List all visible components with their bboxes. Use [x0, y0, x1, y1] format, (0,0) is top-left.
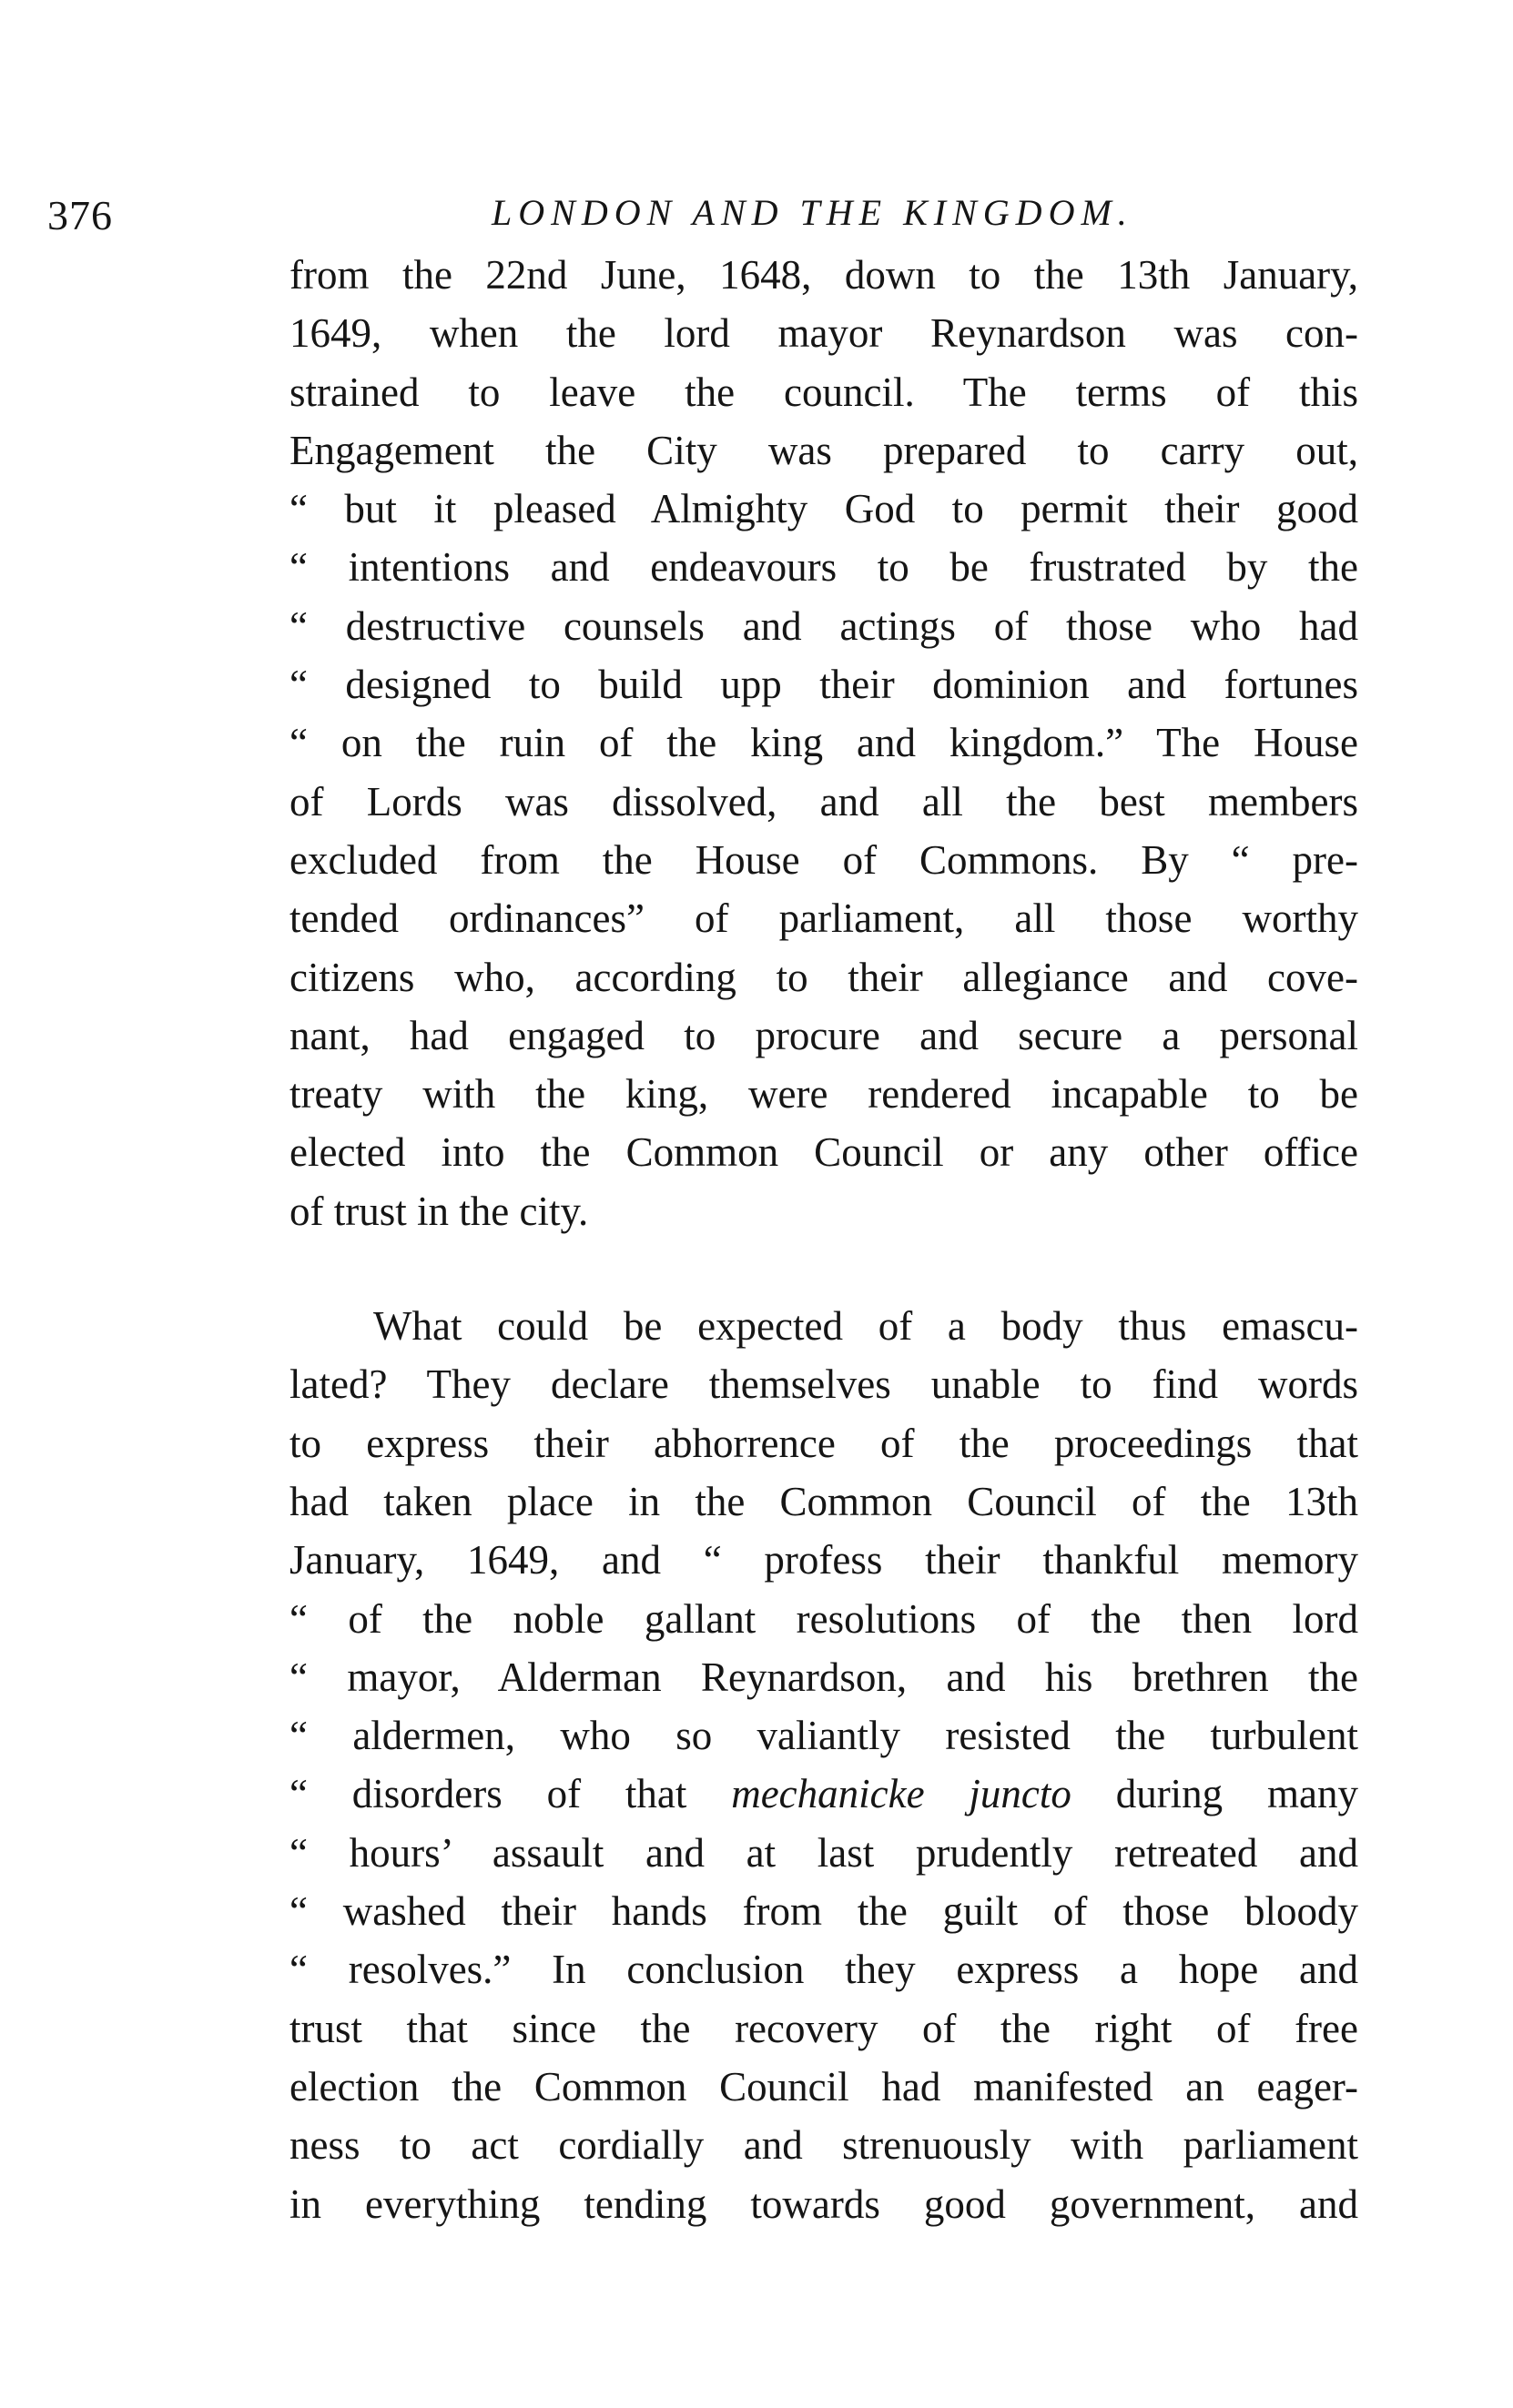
text-line: excluded from the House of Commons. By “ pre-	[289, 836, 1358, 883]
running-head: LONDON AND THE KINGDOM.	[492, 192, 1133, 233]
text-line: in everything tending towards good government, and	[289, 2180, 1358, 2227]
text-line: January, 1649, and “ profess their thankful memory	[289, 1537, 1358, 1583]
page-number: 376	[47, 192, 113, 238]
paragraph-2	[289, 1297, 1358, 2233]
text-line: to express their abhorrence of the proceedings that	[289, 1420, 1358, 1466]
text-line: tended ordinances” of parliament, all those worthy	[289, 895, 1358, 942]
text-line: 1649, when the lord mayor Reynardson was con-	[289, 310, 1358, 357]
text-line: election the Common Council had manifested an eager-	[289, 2063, 1358, 2110]
text-line: of trust in the city.	[289, 1188, 589, 1234]
text-line: ness to act cordially and strenuously with parliament	[289, 2122, 1358, 2169]
text-line: “ washed their hands from the guilt of those bloody	[289, 1888, 1358, 1935]
text-run: during many	[1071, 1771, 1358, 1817]
text-line: “ mayor, Alderman Reynardson, and his brethren the	[289, 1654, 1358, 1700]
text-line: from the 22nd June, 1648, down to the 13th January,	[289, 252, 1358, 298]
text-line: trust that since the recovery of the right of free	[289, 2005, 1358, 2051]
text-line: “ on the ruin of the king and kingdom.” The House	[289, 720, 1358, 766]
text-line: elected into the Common Council or any other office	[289, 1129, 1358, 1176]
italic-phrase: mechanicke juncto	[731, 1771, 1071, 1817]
text-line: Engagement the City was prepared to carry out,	[289, 427, 1358, 473]
text-line: strained to leave the council. The terms of this	[289, 369, 1358, 415]
text-line: “ destructive counsels and actings of those who had	[289, 602, 1358, 649]
text-line: “ aldermen, who so valiantly resisted the turbulent	[289, 1713, 1358, 1759]
text-line: “ designed to build upp their dominion and fortunes	[289, 662, 1358, 708]
text-line: What could be expected of a body thus emascu-	[373, 1303, 1358, 1350]
text-line: “ resolves.” In conclusion they express a hope and	[289, 1947, 1358, 1993]
text-line: treaty with the king, were rendered incapable to be	[289, 1071, 1358, 1118]
text-line: nant, had engaged to procure and secure a personal	[289, 1012, 1358, 1058]
text-line: of Lords was dissolved, and all the best members	[289, 778, 1358, 825]
text-line: “ hours’ assault and at last prudently retreated and	[289, 1829, 1358, 1876]
text-line: citizens who, according to their allegiance and cove-	[289, 954, 1358, 1000]
text-line: had taken place in the Common Council of the 13th	[289, 1478, 1358, 1524]
text-line: “ but it pleased Almighty God to permit their good	[289, 486, 1358, 532]
text-line: “ of the noble gallant resolutions of the then lord	[289, 1595, 1358, 1642]
paragraph-gap	[289, 1240, 1358, 1297]
body-text	[289, 246, 1358, 2233]
text-line: “ intentions and endeavours to be frustrated by the	[289, 544, 1358, 591]
text-run: “ disorders of that	[289, 1771, 732, 1817]
paragraph-1	[289, 246, 1358, 1240]
text-line-with-italic	[289, 1765, 1358, 1823]
text-line: lated? They declare themselves unable to find words	[289, 1361, 1358, 1408]
